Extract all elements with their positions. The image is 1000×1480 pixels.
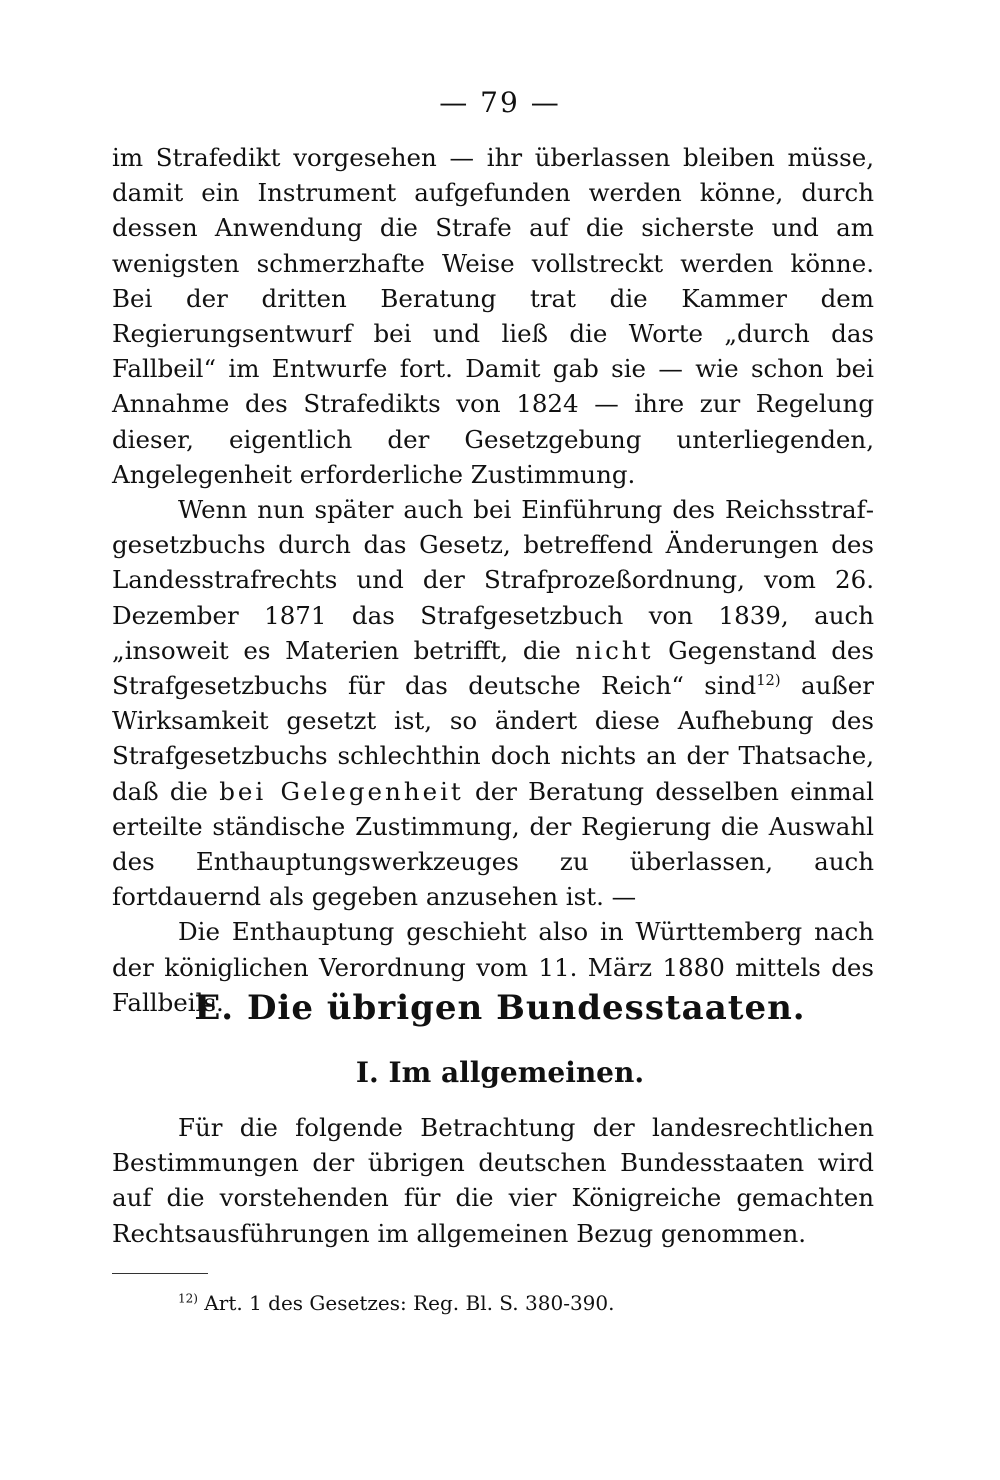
section-paragraph: Für die folgende Betrachtung der landesrechtlichen Bestimmungen der übrigen deutschen Bundesstaaten wird auf die vorstehenden für die vier Königreiche gemachten Rechtsausführungen im allgemeinen Bezug genommen. <box>112 1113 874 1248</box>
subsection-heading: I. Im allgemeinen. <box>355 1056 645 1089</box>
footnote-marker: 12) <box>178 1291 198 1306</box>
paragraph-3: Die Enthauptung geschieht also in Württemberg nach der königlichen Verordnung vom 11. März 1880 mittels des Fallbeils. <box>112 917 874 1017</box>
paragraph-2-text-b: Gegenstand des Strafgesetzbuchs für das deutsche Reich“ sind <box>112 635 874 701</box>
footnote-reference[interactable]: 12) <box>756 671 781 689</box>
section-heading: E. Die übrigen Bundesstaaten. <box>194 988 806 1028</box>
paragraph-2-text-a: Wenn nun später auch bei Einführung des Reichsstrafgesetzbuchs durch das Gesetz, betreffend Änderungen des Landesstrafrechts und der Strafprozeßordnung, vom 26. Dezember 1871 das Strafgesetzbuch von 1839, auch „insoweit es Materien betrifft, die <box>112 495 874 665</box>
footnote-text: Art. 1 des Gesetzes: Reg. Bl. S. 380-390. <box>197 1291 615 1315</box>
main-text <box>112 140 874 1020</box>
paragraph-2 <box>112 492 874 914</box>
footnote-divider <box>112 1273 208 1274</box>
section-text <box>112 1110 874 1251</box>
footnote <box>178 1290 614 1316</box>
emphasis-bei-gelegenheit: bei Gelegenheit <box>219 776 464 806</box>
paragraph-2-text-c: außer Wirksamkeit gesetzt ist, so ändert diese Aufhebung des Strafgesetzbuchs schlechthin doch nichts an der Thatsache, daß die <box>112 671 874 806</box>
emphasis-nicht: nicht <box>575 635 654 665</box>
paragraph-2-text-d: der Beratung desselben einmal erteilte ständische Zustimmung, der Regierung die Auswahl des Enthauptungswerkzeuges zu überlassen, auch fortdauernd als gegeben anzusehen ist. — <box>112 776 874 912</box>
page-number: — 79 — <box>439 86 561 119</box>
paragraph-1: im Strafedikt vorgesehen — ihr überlassen bleiben müsse, damit ein Instrument aufgefunden werden könne, durch dessen Anwendung die Strafe auf die sicherste und am wenigsten schmerzhafte Weise vollstreckt werden könne. Bei der dritten Beratung trat die Kammer dem Regierungsentwurf bei und ließ die Worte „durch das Fallbeil“ im Entwurfe fort. Damit gab sie — wie schon bei Annahme des Strafedikts von 1824 — ihre zur Regelung dieser, eigentlich der Gesetzgebung unterliegenden, Angelegenheit erforderliche Zustimmung. <box>112 143 874 489</box>
